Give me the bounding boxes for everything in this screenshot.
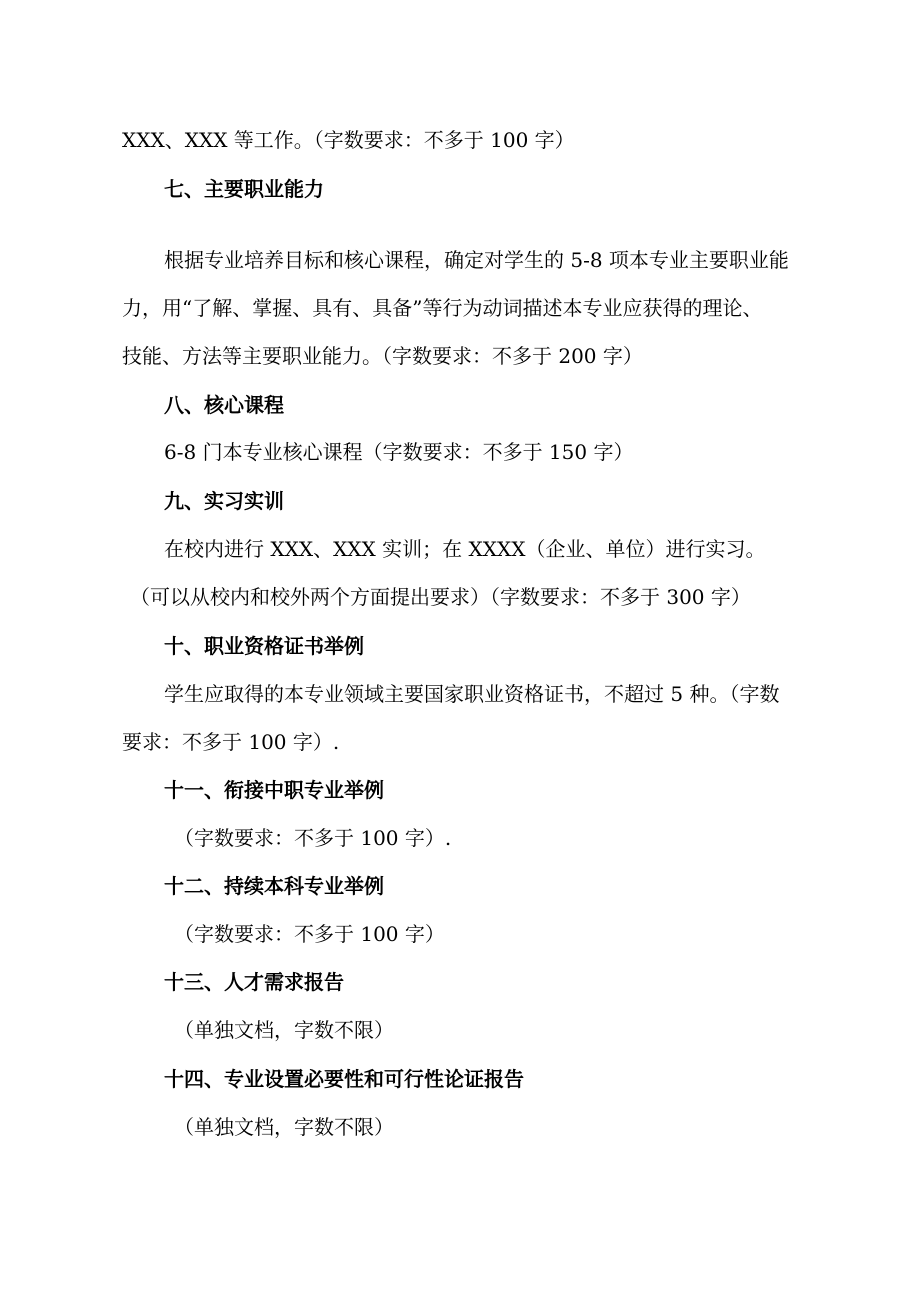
paragraph-line: （单独文档，字数不限）: [174, 1115, 394, 1139]
section-heading-13: 十三、人才需求报告: [164, 970, 344, 994]
paragraph-line: XXX、XXX 等工作。（字数要求：不多于 100 字）: [122, 128, 575, 152]
section-heading-7: 七、主要职业能力: [164, 177, 324, 201]
section-heading-8: 八、核心课程: [164, 393, 284, 417]
paragraph-line: （单独文档，字数不限）: [174, 1018, 394, 1042]
paragraph-line: 学生应取得的本专业领域主要国家职业资格证书，不超过 5 种。（字数: [164, 682, 780, 706]
paragraph-line: （字数要求：不多于 100 字）: [174, 922, 445, 946]
section-heading-14: 十四、专业设置必要性和可行性论证报告: [164, 1067, 524, 1091]
paragraph-line: （字数要求：不多于 100 字）.: [174, 826, 452, 850]
section-heading-10: 十、职业资格证书举例: [164, 634, 364, 658]
section-heading-12: 十二、持续本科专业举例: [164, 874, 384, 898]
paragraph-line: 技能、方法等主要职业能力。（字数要求：不多于 200 字）: [122, 344, 643, 368]
paragraph-line: （可以从校内和校外两个方面提出要求）（字数要求：不多于 300 字）: [130, 585, 751, 609]
section-heading-9: 九、实习实训: [164, 489, 284, 513]
section-heading-11: 十一、衔接中职专业举例: [164, 778, 384, 802]
paragraph-line: 在校内进行 XXX、XXX 实训；在 XXXX（企业、单位）进行实习。: [164, 537, 766, 561]
paragraph-line: 力，用“了解、掌握、具有、具备”等行为动词描述本专业应获得的理论、: [122, 296, 763, 320]
paragraph-line: 要求：不多于 100 字）.: [122, 730, 340, 754]
paragraph-line: 根据专业培养目标和核心课程，确定对学生的 5-8 项本专业主要职业能: [164, 248, 789, 272]
paragraph-line: 6-8 门本专业核心课程（字数要求：不多于 150 字）: [164, 440, 634, 464]
